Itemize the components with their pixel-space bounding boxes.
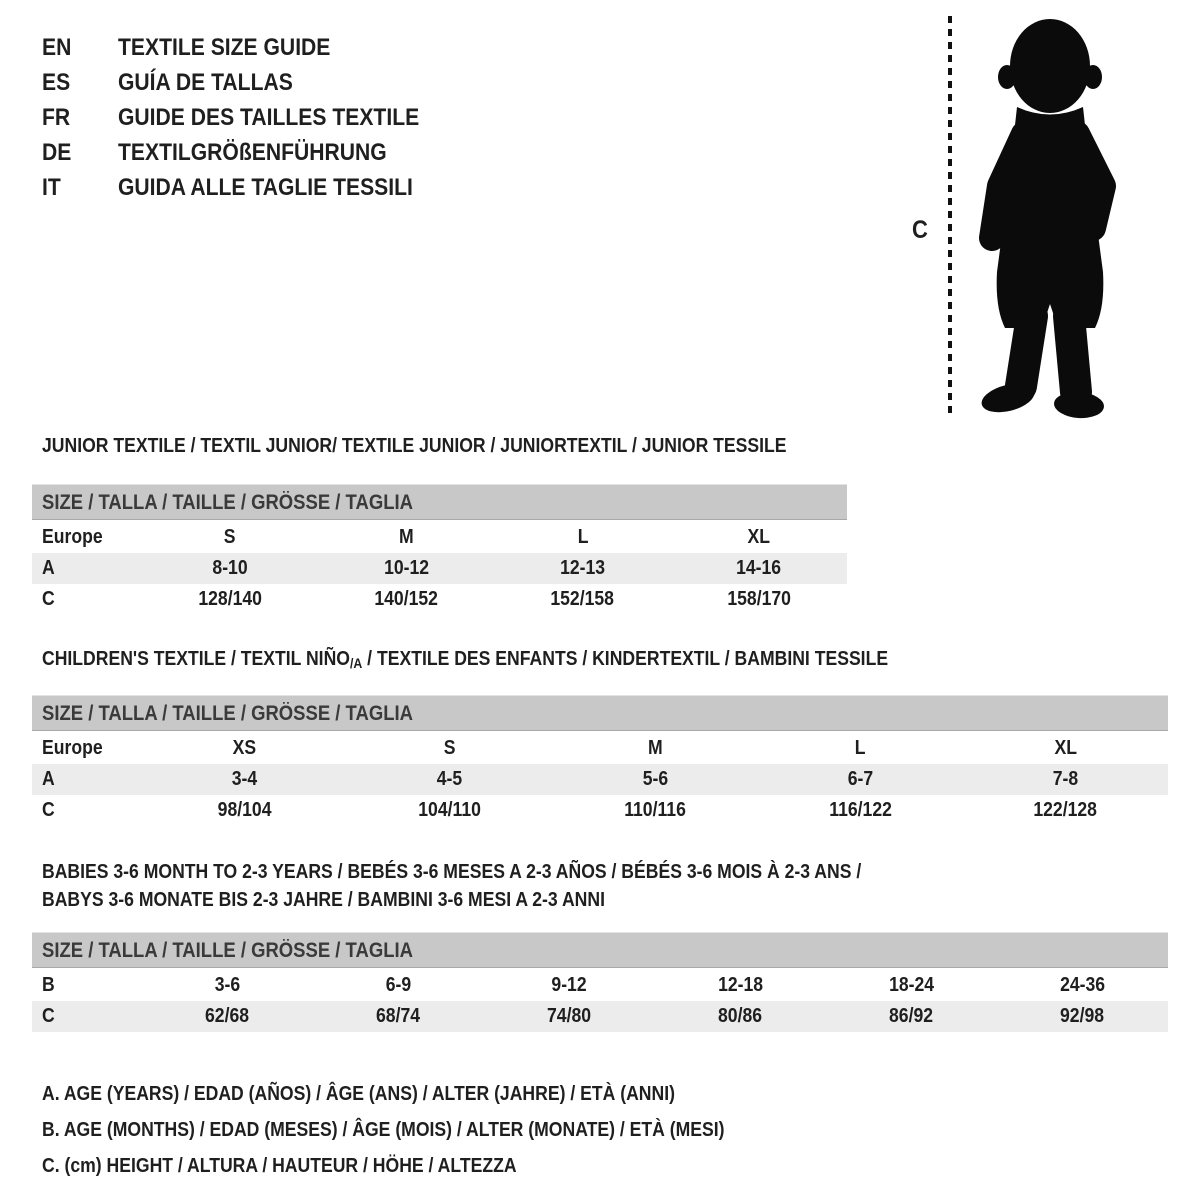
table-row xyxy=(32,553,847,584)
junior-size-header-band: SIZE / TALLA / TAILLE / GRÖSSE / TAGLIA xyxy=(32,484,847,520)
height-cell: 158/170 xyxy=(727,588,791,610)
height-cell: 152/158 xyxy=(550,588,615,610)
age-cell: 6-9 xyxy=(385,974,412,996)
row-label: C xyxy=(42,799,55,821)
age-cell: 4-5 xyxy=(437,768,463,790)
legend-line-c: C. (cm) HEIGHT / ALTURA / HAUTEUR / HÖHE / ALTEZZA xyxy=(42,1155,517,1177)
size-cell: L xyxy=(854,737,866,759)
age-cell: 10-12 xyxy=(383,557,429,579)
height-measure-dashed-line xyxy=(948,16,952,416)
babies-title-line1: BABIES 3-6 MONTH TO 2-3 YEARS / BEBÉS 3-6 MESES A 2-3 AÑOS / BÉBÉS 3-6 MOIS À 2-3 ANS / xyxy=(42,861,862,883)
size-cell: M xyxy=(399,526,414,548)
size-cell: XL xyxy=(747,526,771,548)
height-cell: 74/80 xyxy=(547,1005,592,1027)
height-cell: 110/116 xyxy=(624,799,686,821)
row-label: Europe xyxy=(42,737,103,759)
language-code: EN xyxy=(42,34,72,61)
size-cell: XS xyxy=(232,737,257,759)
size-cell: XL xyxy=(1054,737,1077,759)
language-title: GUÍA DE TALLAS xyxy=(118,69,293,96)
height-cell: 98/104 xyxy=(217,799,272,821)
language-code: IT xyxy=(42,174,61,201)
age-cell: 14-16 xyxy=(736,557,782,579)
language-code: DE xyxy=(42,139,72,166)
row-label: C xyxy=(42,588,55,610)
row-label: C xyxy=(42,1005,55,1027)
height-measure-label: C xyxy=(912,216,928,244)
junior-size-table xyxy=(32,484,847,615)
children-title-sub: /A xyxy=(349,655,363,671)
table-row xyxy=(32,733,1168,764)
height-cell: 62/68 xyxy=(205,1005,250,1027)
language-row-it xyxy=(42,170,460,205)
legend-line-b: B. AGE (MONTHS) / EDAD (MESES) / ÂGE (MOIS) / ALTER (MONATE) / ETÀ (MESI) xyxy=(42,1119,725,1141)
junior-section-title: JUNIOR TEXTILE / TEXTIL JUNIOR/ TEXTILE JUNIOR / JUNIORTEXTIL / JUNIOR TESSILE xyxy=(42,435,787,457)
language-row-fr xyxy=(42,100,460,135)
height-cell: 140/152 xyxy=(374,588,439,610)
table-row xyxy=(32,970,1168,1001)
language-title: TEXTILGRÖßENFÜHRUNG xyxy=(118,139,387,166)
table-row xyxy=(32,584,847,615)
height-cell: 104/110 xyxy=(418,799,482,821)
age-cell: 12-13 xyxy=(560,557,606,579)
table-row xyxy=(32,764,1168,795)
height-cell: 80/86 xyxy=(718,1005,763,1027)
language-row-de xyxy=(42,135,460,170)
age-cell: 12-18 xyxy=(717,974,764,996)
height-cell: 86/92 xyxy=(889,1005,934,1027)
language-code: ES xyxy=(42,69,71,96)
age-cell: 24-36 xyxy=(1059,974,1106,996)
language-row-en xyxy=(42,30,460,65)
language-title: GUIDA ALLE TAGLIE TESSILI xyxy=(118,174,413,201)
row-label: Europe xyxy=(42,526,103,548)
age-cell: 3-6 xyxy=(214,974,241,996)
size-cell: M xyxy=(647,737,663,759)
table-row xyxy=(32,522,847,553)
babies-section-title xyxy=(32,858,1168,914)
language-code: FR xyxy=(42,104,71,131)
age-cell: 7-8 xyxy=(1052,768,1079,790)
babies-size-header-band: SIZE / TALLA / TAILLE / GRÖSSE / TAGLIA xyxy=(32,932,1168,968)
size-guide-content xyxy=(32,434,1168,1184)
height-cell: 122/128 xyxy=(1033,799,1098,821)
language-title-list xyxy=(42,30,460,205)
toddler-silhouette-icon xyxy=(962,14,1140,422)
row-label: A xyxy=(42,768,55,790)
height-cell: 128/140 xyxy=(198,588,262,610)
height-cell: 116/122 xyxy=(828,799,892,821)
table-row xyxy=(32,795,1168,826)
language-row-es xyxy=(42,65,460,100)
age-cell: 3-4 xyxy=(231,768,258,790)
legend-line-a: A. AGE (YEARS) / EDAD (AÑOS) / ÂGE (ANS) / ALTER (JAHRE) / ETÀ (ANNI) xyxy=(42,1083,675,1105)
table-row xyxy=(32,1001,1168,1032)
language-title: TEXTILE SIZE GUIDE xyxy=(118,34,331,61)
height-cell: 68/74 xyxy=(376,1005,421,1027)
language-title: GUIDE DES TAILLES TEXTILE xyxy=(118,104,420,131)
height-cell: 92/98 xyxy=(1060,1005,1105,1027)
age-cell: 8-10 xyxy=(212,557,248,579)
row-label: B xyxy=(42,974,55,996)
children-size-header-band: SIZE / TALLA / TAILLE / GRÖSSE / TAGLIA xyxy=(32,695,1168,731)
measure-legend xyxy=(32,1076,1168,1184)
size-cell: S xyxy=(224,526,236,548)
babies-size-table xyxy=(32,932,1168,1032)
size-cell: L xyxy=(577,526,589,548)
size-cell: S xyxy=(443,737,456,759)
age-cell: 18-24 xyxy=(888,974,935,996)
age-cell: 6-7 xyxy=(847,768,873,790)
age-cell: 9-12 xyxy=(551,974,588,996)
age-cell: 5-6 xyxy=(642,768,668,790)
children-section-title xyxy=(32,647,1168,675)
children-title-post: / TEXTILE DES ENFANTS / KINDERTEXTIL / BAMBINI TESSILE xyxy=(362,648,889,670)
children-size-table xyxy=(32,695,1168,826)
babies-title-line2: BABYS 3-6 MONATE BIS 2-3 JAHRE / BAMBINI 3-6 MESI A 2-3 ANNI xyxy=(42,889,605,911)
row-label: A xyxy=(42,557,55,579)
children-title-pre: CHILDREN'S TEXTILE / TEXTIL NIÑO xyxy=(42,648,350,670)
